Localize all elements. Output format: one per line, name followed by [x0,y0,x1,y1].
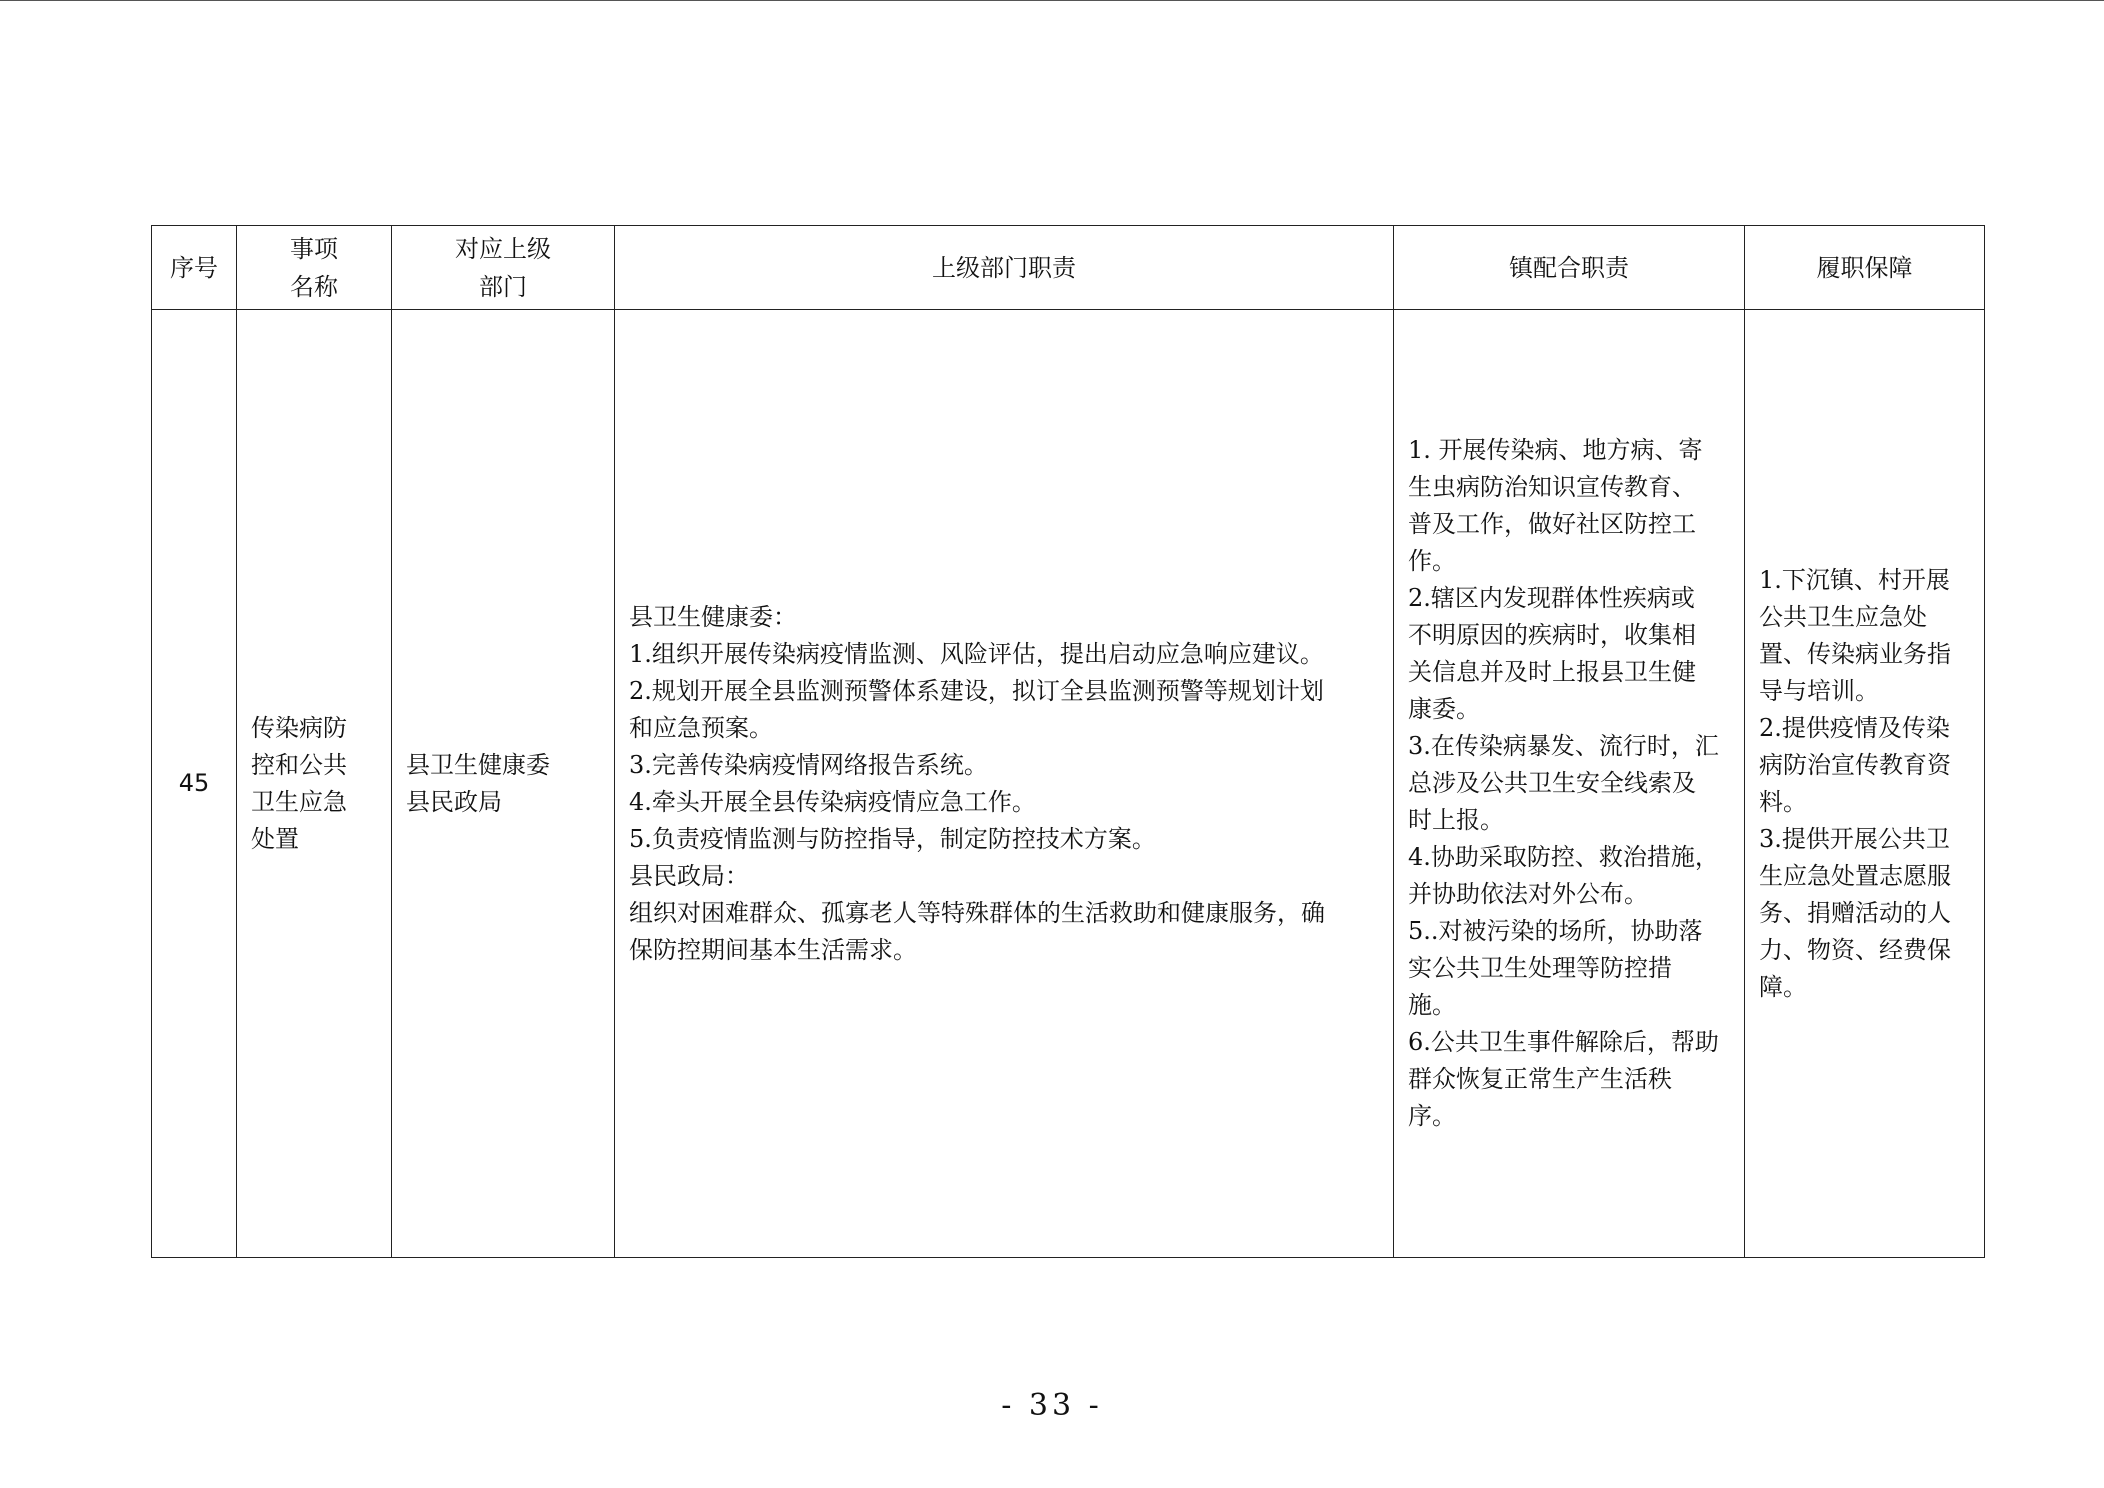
table-row [152,310,1985,1258]
header-item-name: 事项 名称 [237,226,392,310]
header-guarantee: 履职保障 [1745,226,1985,310]
cell-guarantee: 1.下沉镇、村开展 公共卫生应急处 置、传染病业务指 导与培训。 2.提供疫情及传染 病防治宣传教育资 料。 3.提供开展公共卫 生应急处置志愿服 务、捐赠活动的人 力、物资、经费保 障。 [1745,310,1985,1258]
header-no: 序号 [152,226,237,310]
table-header-row [152,226,1985,310]
cell-no: 45 [152,310,237,1258]
header-upper-department: 对应上级 部门 [392,226,615,310]
cell-upper-duty: 县卫生健康委： 1.组织开展传染病疫情监测、风险评估，提出启动应急响应建议。 2.规划开展全县监测预警体系建设，拟订全县监测预警等规划计划 和应急预案。 3.完善传染病疫情网络报告系统。 4.牵头开展全县传染病疫情应急工作。 5.负责疫情监测与防控指导，制定防控技术方案。 县民政局： 组织对困难群众、孤寡老人等特殊群体的生活救助和健康服务，确 保防控期间基本生活需求。 [615,310,1394,1258]
cell-town-duty: 1. 开展传染病、地方病、寄 生虫病防治知识宣传教育、 普及工作，做好社区防控工 作。 2.辖区内发现群体性疾病或 不明原因的疾病时，收集相 关信息并及时上报县卫生健 康委。 3.在传染病暴发、流行时，汇 总涉及公共卫生安全线索及 时上报。 4.协助采取防控、救治措施， 并协助依法对外公布。 5..对被污染的场所，协助落 实公共卫生处理等防控措 施。 6.公共卫生事件解除后，帮助 群众恢复正常生产生活秩 序。 [1394,310,1745,1258]
top-border-line [0,0,2104,1]
cell-upper-department: 县卫生健康委 县民政局 [392,310,615,1258]
cell-item-name: 传染病防 控和公共 卫生应急 处置 [237,310,392,1258]
header-town-duty: 镇配合职责 [1394,226,1745,310]
page-number: - 33 - [1001,1388,1103,1423]
header-upper-duty: 上级部门职责 [615,226,1394,310]
duty-table [151,225,1985,1258]
